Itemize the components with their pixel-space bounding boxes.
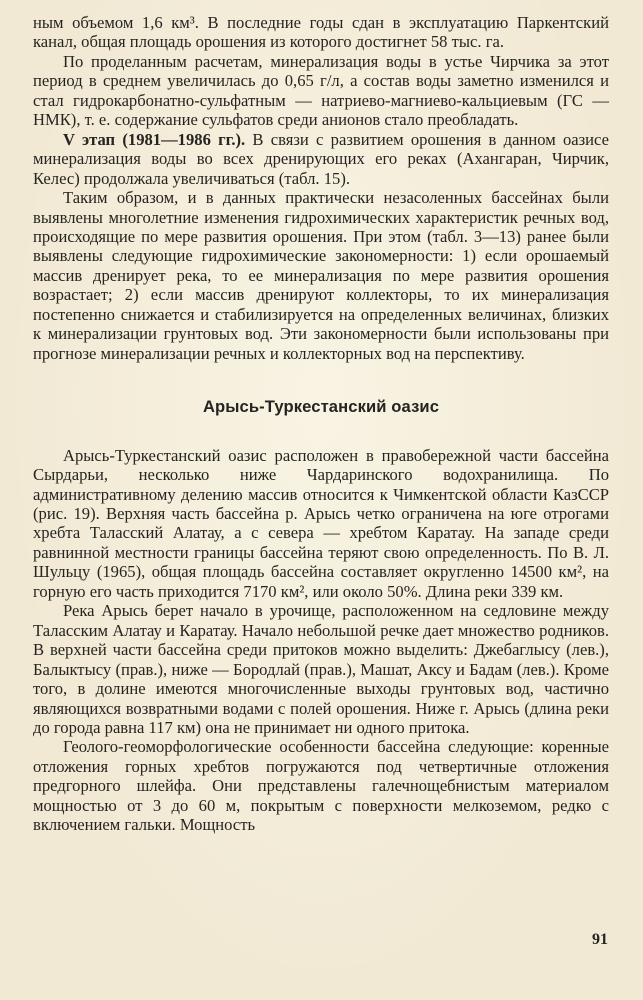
paragraph: Река Арысь берет начало в урочище, расположенном на седловине между Таласским Алатау и Каратау. Начало небольшой речке дает множество родников. В верхней части бассейна среди притоков можно выделить: Джебаглысу (лев.), Балыктысу (прав.), ниже — Бородлай (прав.), Машат, Аксу и Бадам (лев.). Кроме того, в долине имеются многочисленные выходы грунтовых вод, частично являющихся возвратными водами с полей орошения. Ниже г. Арысь (длина реки до города равна 117 км) она не принимает ни одного притока.	[33, 601, 609, 737]
stage-heading-inline: V этап (1981—1986 гг.).	[63, 129, 246, 149]
paragraph-body: В связи с развитием орошения в данном оазисе минерализация воды во всех дренирующих его реках (Ахангаран, Чирчик, Келес) продолжала увеличиваться (табл. 15).	[33, 129, 609, 188]
paragraph: ным объемом 1,6 км³. В последние годы сдан в эксплуатацию Паркентский канал, общая площадь орошения из которого достигнет 58 тыс. га.	[33, 13, 609, 52]
paragraph: Таким образом, и в данных практически незасоленных бассейнах были выявлены многолетние изменения гидрохимических характеристик речных вод, происходящие по мере развития орошения. При этом (табл. 3—13) ранее были выявлены следующие гидрохимические закономерности: 1) если орошаемый массив дренирует река, то ее минерализация по мере развития орошения возрастает; 2) если массив дренируют коллекторы, то их минерализация постепенно снижается и стабилизируется на определенных величинах, близких к минерализации грунтовых вод. Эти закономерности были использованы при прогнозе минерализации речных и коллекторных вод на перспективу.	[33, 188, 609, 363]
paragraph: Геолого-геоморфологические особенности бассейна следующие: коренные отложения горных хребтов погружаются под четвертичные отложения предгорного шлейфа. Они представлены галечнощебнистым материалом мощностью от 3 до 60 м, покрытым с поверхности мелкоземом, редко с включением гальки. Мощность	[33, 737, 609, 835]
page-number: 91	[592, 931, 608, 948]
paragraph: По проделанным расчетам, минерализация воды в устье Чирчика за этот период в среднем увеличилась до 0,65 г/л, а состав воды заметно изменился и стал гидрокарбонатно-сульфатным — натриево-магниево-кальциевым (ГС — НМК), т. е. содержание сульфатов среди анионов стало преобладать.	[33, 51, 609, 130]
paragraph: Арысь-Туркестанский оазис расположен в правобережной части бассейна Сырдарьи, несколько ниже Чардаринского водохранилища. По административному делению массив относится к Чимкентской области КазССР (рис. 19). Верхняя часть бассейна р. Арысь четко ограничена на юге отрогами хребта Таласский Алатау, а с севера — хребтом Каратау. На западе среди равнинной местности границы бассейна теряют свою определенность. По В. Л. Шульцу (1965), общая площадь бассейна составляет округленно 14500 км², на горную его часть приходится 7170 км², или около 50%. Длина реки 339 км.	[33, 445, 609, 601]
paragraph-stage-v	[33, 130, 609, 188]
text-block-top	[33, 13, 609, 363]
section-heading: Арысь-Туркестанский оазис	[202, 397, 440, 417]
text-block-bottom	[33, 446, 609, 835]
